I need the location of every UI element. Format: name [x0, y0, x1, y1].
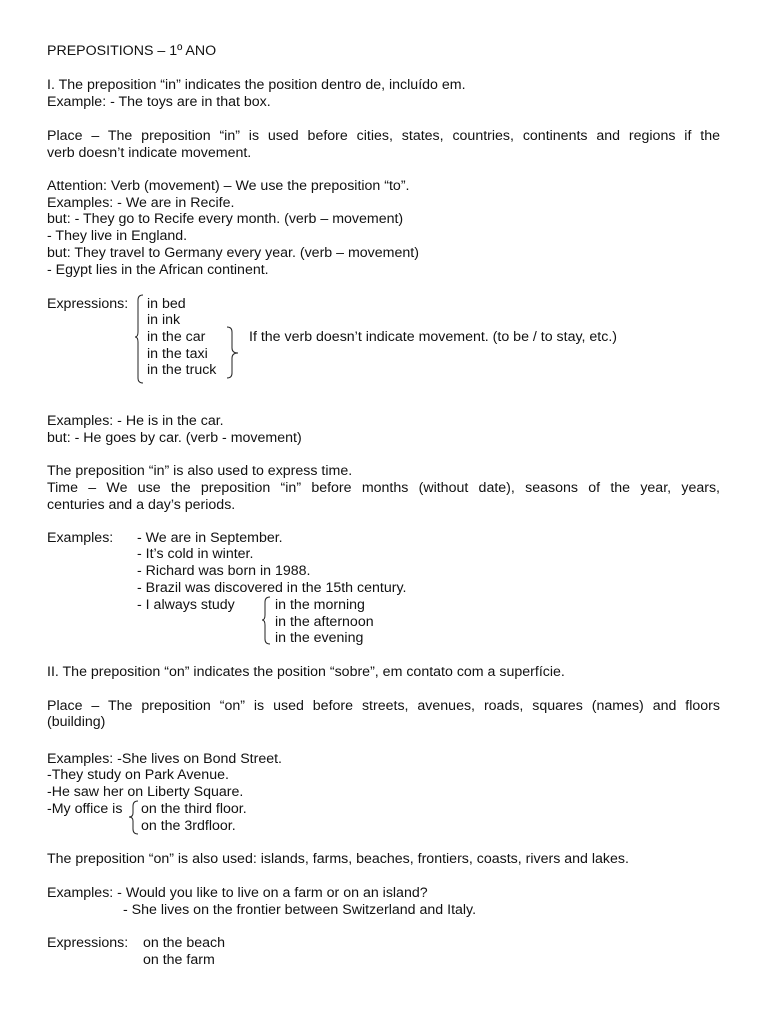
expressions-in-label: Expressions:	[47, 296, 129, 312]
floor-item: on the 3rdfloor.	[141, 818, 236, 834]
floor-item: on the third floor.	[141, 801, 247, 817]
time-example: - It’s cold in winter.	[137, 546, 254, 562]
place-in-line-2: verb doesn’t indicate movement.	[47, 145, 252, 161]
attention-line: Examples: - We are in Recife.	[47, 195, 235, 211]
expression-item: in ink	[147, 312, 181, 328]
on-also-line: The preposition “on” is also used: islands, farms, beaches, frontiers, coasts, rivers and lakes.	[47, 851, 629, 867]
attention-line: - They live in England.	[47, 228, 188, 244]
attention-line: but: - They go to Recife every month. (verb – movement)	[47, 211, 404, 227]
expressions-on-label: Expressions:	[47, 935, 129, 951]
expression-item: in the car	[147, 329, 206, 345]
time-example: - We are in September.	[137, 530, 283, 546]
attention-line: - Egypt lies in the African continent.	[47, 262, 269, 278]
page-title: PREPOSITIONS – 1º ANO	[47, 43, 217, 59]
study-period: in the evening	[275, 630, 364, 646]
expression-item: in the truck	[147, 362, 217, 378]
study-label: - I always study	[137, 597, 235, 613]
left-brace	[261, 596, 273, 646]
farm-example-1: Examples: - Would you like to live on a farm or on an island?	[47, 885, 428, 901]
left-brace	[134, 294, 146, 384]
expression-on-item: on the beach	[143, 935, 226, 951]
expression-item: in bed	[147, 296, 186, 312]
expression-on-item: on the farm	[143, 952, 215, 968]
study-period: in the afternoon	[275, 614, 374, 630]
expression-item: in the taxi	[147, 346, 208, 362]
time-example: - Richard was born in 1988.	[137, 563, 311, 579]
office-label: -My office is	[47, 801, 123, 817]
place-in-line-1: Place – The preposition “in” is used before cities, states, countries, continents and regions if the	[47, 128, 720, 144]
car-example-1: Examples: - He is in the car.	[47, 413, 224, 429]
expressions-note: If the verb doesn’t indicate movement. (to be / to stay, etc.)	[249, 329, 618, 345]
right-brace	[226, 326, 248, 380]
place-on-line-1: Place – The preposition “on” is used before streets, avenues, roads, squares (names) and floors	[47, 698, 720, 714]
time-intro: The preposition “in” is also used to express time.	[47, 463, 353, 479]
study-period: in the morning	[275, 597, 365, 613]
farm-example-2: - She lives on the frontier between Switzerland and Italy.	[123, 902, 477, 918]
time-line-1: Time – We use the preposition “in” before months (without date), seasons of the year, years,	[47, 480, 720, 496]
place-on-line-2: (building)	[47, 714, 106, 730]
on-example: -They study on Park Avenue.	[47, 767, 229, 783]
car-example-2: but: - He goes by car. (verb - movement)	[47, 430, 302, 446]
time-line-2: centuries and a day’s periods.	[47, 497, 236, 513]
time-examples-label: Examples:	[47, 530, 114, 546]
section-1-example: Example: - The toys are in that box.	[47, 94, 271, 110]
section-1-heading: I. The preposition “in” indicates the position dentro de, incluído em.	[47, 77, 466, 93]
on-example: -He saw her on Liberty Square.	[47, 784, 244, 800]
attention-heading: Attention: Verb (movement) – We use the preposition “to”.	[47, 178, 410, 194]
section-2-heading: II. The preposition “on” indicates the position “sobre”, em contato com a superfície.	[47, 664, 565, 680]
left-brace	[128, 800, 142, 836]
time-example: - Brazil was discovered in the 15th century.	[137, 580, 407, 596]
attention-line: but: They travel to Germany every year. (verb – movement)	[47, 245, 419, 261]
on-example: Examples: -She lives on Bond Street.	[47, 751, 283, 767]
